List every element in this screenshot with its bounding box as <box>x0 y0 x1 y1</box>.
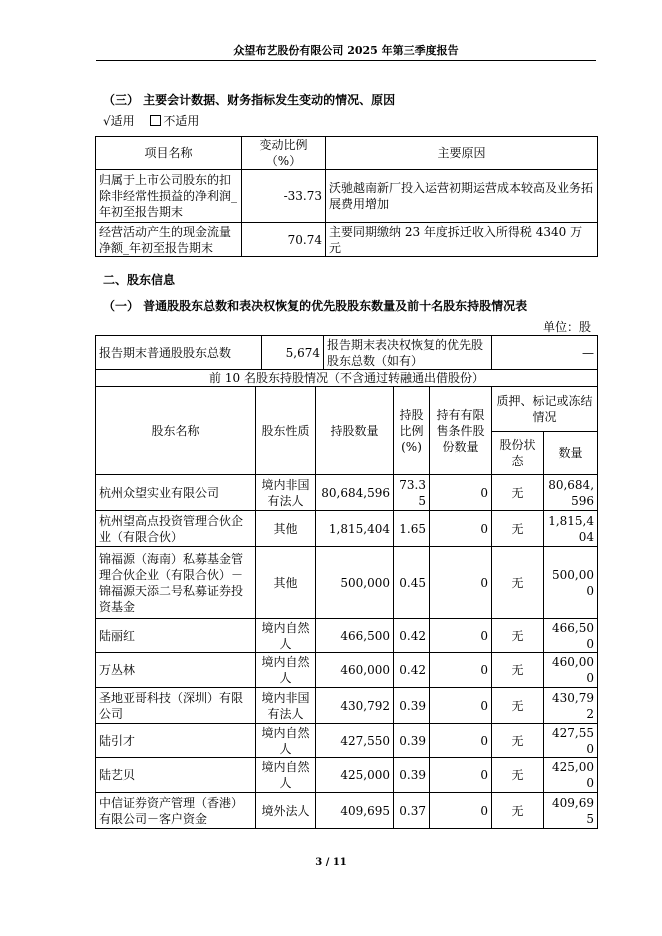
applicability-line <box>103 112 199 129</box>
shareholder-nature: 境内非国有法人 <box>256 688 316 724</box>
shareholder-shares: 80,684,596 <box>316 475 394 511</box>
shareholder-nature: 其他 <box>256 511 316 547</box>
summary-row <box>96 336 598 370</box>
shareholder-restricted: 0 <box>430 793 492 829</box>
shareholder-restricted: 0 <box>430 511 492 547</box>
preferred-shareholders-label: 报告期末表决权恢复的优先股股东总数（如有） <box>324 336 492 370</box>
col-header-status: 股份状态 <box>492 432 544 475</box>
shareholder-nature: 其他 <box>256 547 316 619</box>
shareholder-shares: 460,000 <box>316 653 394 688</box>
col-header-ratio: 变动比例（%） <box>242 137 326 170</box>
col-header-pledge: 质押、标记或冻结情况 <box>492 387 598 432</box>
shareholder-name: 杭州众望实业有限公司 <box>96 475 256 511</box>
ratio-cell: -33.73 <box>242 170 326 223</box>
shareholder-name: 陆引才 <box>96 724 256 758</box>
table-row <box>96 511 598 547</box>
change-reason-table <box>95 136 598 257</box>
shareholder-status: 无 <box>492 688 544 724</box>
page-number: 3 / 11 <box>315 857 347 868</box>
shareholder-restricted: 0 <box>430 688 492 724</box>
shareholder-shares: 430,792 <box>316 688 394 724</box>
table-row <box>96 653 598 688</box>
not-applicable-label: 不适用 <box>163 114 200 128</box>
shareholder-ratio: 0.39 <box>394 758 430 793</box>
shareholder-name: 万丛林 <box>96 653 256 688</box>
shareholder-shares: 425,000 <box>316 758 394 793</box>
shareholder-nature: 境内自然人 <box>256 653 316 688</box>
shareholder-name: 杭州望高点投资管理合伙企业（有限合伙） <box>96 511 256 547</box>
shareholder-count: 500,000 <box>544 547 598 619</box>
reason-cell: 沃驰越南新厂投入运营初期运营成本较高及业务拓展费用增加 <box>326 170 598 223</box>
shareholder-nature: 境内自然人 <box>256 724 316 758</box>
shareholder-count: 80,684,596 <box>544 475 598 511</box>
shareholder-ratio: 0.39 <box>394 724 430 758</box>
table-row <box>96 724 598 758</box>
applicable-label: 适用 <box>110 114 135 128</box>
header-rule <box>96 60 596 61</box>
shareholder-shares: 466,500 <box>316 619 394 653</box>
table-row <box>96 793 598 829</box>
top10-title: 前 10 名股东持股情况（不含通过转融通出借股份） <box>96 370 598 387</box>
shareholder-status: 无 <box>492 475 544 511</box>
shareholder-name: 锦福源（海南）私募基金管理合伙企业（有限合伙）－锦福源天添二号私募证券投资基金 <box>96 547 256 619</box>
col-header-ratio: 持股比例(%) <box>394 387 430 475</box>
shareholder-status: 无 <box>492 511 544 547</box>
shareholder-restricted: 0 <box>430 475 492 511</box>
shareholder-ratio: 73.35 <box>394 475 430 511</box>
shareholder-restricted: 0 <box>430 758 492 793</box>
shareholders-section-title: 二、股东信息 <box>103 273 176 287</box>
preferred-shareholders-value: — <box>492 336 598 370</box>
shareholder-count: 466,500 <box>544 619 598 653</box>
shareholder-restricted: 0 <box>430 619 492 653</box>
shareholder-status: 无 <box>492 619 544 653</box>
top10-shareholders-table <box>95 386 598 829</box>
shareholder-nature: 境内自然人 <box>256 758 316 793</box>
shareholder-shares: 500,000 <box>316 547 394 619</box>
col-header-item: 项目名称 <box>96 137 242 170</box>
ratio-cell: 70.74 <box>242 223 326 257</box>
shareholder-ratio: 0.37 <box>394 793 430 829</box>
shareholder-status: 无 <box>492 758 544 793</box>
col-header-name: 股东名称 <box>96 387 256 475</box>
summary-table <box>95 335 598 387</box>
top10-title-row <box>96 370 598 387</box>
shareholder-count: 1,815,404 <box>544 511 598 547</box>
table-row <box>96 223 598 257</box>
shareholder-count: 460,000 <box>544 653 598 688</box>
shareholder-restricted: 0 <box>430 653 492 688</box>
col-header-count: 数量 <box>544 432 598 475</box>
table-row <box>96 547 598 619</box>
table-row <box>96 688 598 724</box>
empty-checkbox-icon <box>150 115 161 126</box>
shareholder-count: 409,695 <box>544 793 598 829</box>
col-header-reason: 主要原因 <box>326 137 598 170</box>
shareholder-ratio: 0.42 <box>394 619 430 653</box>
table-row <box>96 475 598 511</box>
shareholder-status: 无 <box>492 547 544 619</box>
shareholder-ratio: 0.42 <box>394 653 430 688</box>
shareholder-status: 无 <box>492 724 544 758</box>
shareholder-nature: 境内自然人 <box>256 619 316 653</box>
col-header-shares: 持股数量 <box>316 387 394 475</box>
col-header-restricted: 持有有限售条件股份数量 <box>430 387 492 475</box>
shareholder-restricted: 0 <box>430 547 492 619</box>
shareholder-status: 无 <box>492 793 544 829</box>
reason-cell: 主要同期缴纳 23 年度拆迁收入所得税 4340 万元 <box>326 223 598 257</box>
shareholder-name: 陆艺贝 <box>96 758 256 793</box>
shareholder-restricted: 0 <box>430 724 492 758</box>
shareholder-nature: 境外法人 <box>256 793 316 829</box>
table-header-row <box>96 137 598 170</box>
table-row <box>96 170 598 223</box>
shareholder-name: 中信证券资产管理（香港）有限公司－客户资金 <box>96 793 256 829</box>
shareholder-ratio: 1.65 <box>394 511 430 547</box>
col-header-nature: 股东性质 <box>256 387 316 475</box>
section3-title: （三） 主要会计数据、财务指标发生变动的情况、原因 <box>103 93 396 107</box>
page-header-title: 众望布艺股份有限公司 2025 年第三季度报告 <box>233 44 459 57</box>
total-shareholders-label: 报告期末普通股股东总数 <box>96 336 262 370</box>
shareholder-shares: 1,815,404 <box>316 511 394 547</box>
top10-header-row <box>96 387 598 432</box>
item-cell: 归属于上市公司股东的扣除非经常性损益的净利润_年初至报告期末 <box>96 170 242 223</box>
table-row <box>96 619 598 653</box>
shareholder-ratio: 0.45 <box>394 547 430 619</box>
shareholders-subtitle: （一） 普通股股东总数和表决权恢复的优先股股东数量及前十名股东持股情况表 <box>103 299 528 313</box>
shareholder-name: 圣地亚哥科技（深圳）有限公司 <box>96 688 256 724</box>
table-row <box>96 758 598 793</box>
shareholder-ratio: 0.39 <box>394 688 430 724</box>
shareholder-status: 无 <box>492 653 544 688</box>
item-cell: 经营活动产生的现金流量净额_年初至报告期末 <box>96 223 242 257</box>
shareholder-count: 425,000 <box>544 758 598 793</box>
shareholder-name: 陆丽红 <box>96 619 256 653</box>
shareholder-shares: 427,550 <box>316 724 394 758</box>
shareholder-shares: 409,695 <box>316 793 394 829</box>
unit-label: 单位：股 <box>543 320 592 334</box>
total-shareholders-value: 5,674 <box>262 336 324 370</box>
shareholder-nature: 境内非国有法人 <box>256 475 316 511</box>
check-mark-icon: √ <box>103 114 111 128</box>
shareholder-count: 430,792 <box>544 688 598 724</box>
shareholder-count: 427,550 <box>544 724 598 758</box>
